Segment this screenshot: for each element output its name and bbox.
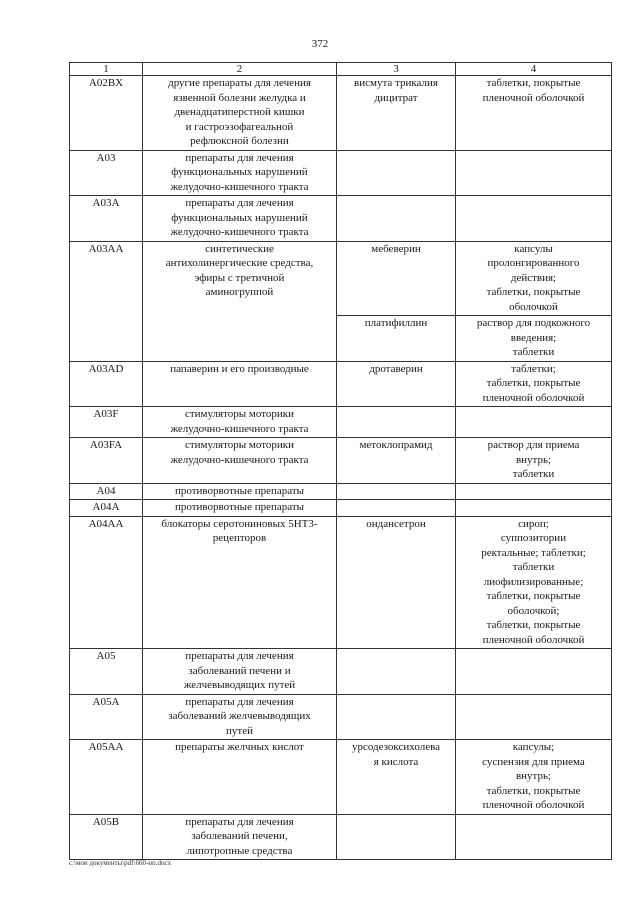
header-cell: 2 [143,63,337,76]
atc-code-cell: A05 [70,649,143,695]
table-row [70,814,612,860]
table-row [70,150,612,196]
dosage-form-cell [456,814,612,860]
atc-code-cell: A03AA [70,241,143,361]
dosage-form-cell [456,500,612,517]
dosage-form-cell: таблетки; таблетки, покрытые пленочной оболочкой [456,361,612,407]
document-file-path: c:\мои документы\pdf\660-нп.docx [69,859,172,867]
drug-name-cell [337,407,456,438]
dosage-form-cell: таблетки, покрытые пленочной оболочкой [456,76,612,151]
atc-code-cell: A03A [70,196,143,242]
atc-code-cell: A05B [70,814,143,860]
atc-code-cell: A05AA [70,740,143,815]
atc-code-cell: A03F [70,407,143,438]
table-row [70,407,612,438]
table-row [70,694,612,740]
group-name-cell: стимуляторы моторики желудочно-кишечного тракта [143,438,337,484]
atc-code-cell: A04A [70,500,143,517]
group-name-cell: синтетические антихолинергические средства, эфиры с третичной аминогруппой [143,241,337,361]
drug-name-cell: ондансетрон [337,516,456,649]
drug-name-cell: дротаверин [337,361,456,407]
table-row [70,500,612,517]
drug-name-cell [337,649,456,695]
atc-code-cell: A03 [70,150,143,196]
dosage-form-cell: капсулы; суспензия для приема внутрь; таблетки, покрытые пленочной оболочкой [456,740,612,815]
drug-name-cell [337,500,456,517]
atc-code-cell: A03FA [70,438,143,484]
header-cell: 4 [456,63,612,76]
table-row [70,483,612,500]
group-name-cell: препараты для лечения функциональных нарушений желудочно-кишечного тракта [143,150,337,196]
dosage-form-cell [456,196,612,242]
dosage-form-cell: сироп; суппозитории ректальные; таблетки; таблетки лиофилизированные; таблетки, покрытые оболочкой; таблетки, покрытые пленочной оболочкой [456,516,612,649]
dosage-form-cell: раствор для подкожного введения; таблетки [456,316,612,362]
table-row [70,740,612,815]
group-name-cell: блокаторы серотониновых 5НТ3- рецепторов [143,516,337,649]
drug-name-cell: висмута трикалия дицитрат [337,76,456,151]
group-name-cell: противорвотные препараты [143,483,337,500]
drug-name-cell [337,150,456,196]
drug-name-cell [337,196,456,242]
drug-name-cell: платифиллин [337,316,456,362]
header-cell: 1 [70,63,143,76]
dosage-form-cell: капсулы пролонгированного действия; таблетки, покрытые оболочкой [456,241,612,316]
drug-name-cell [337,814,456,860]
drug-name-cell: урсодезоксихолева я кислота [337,740,456,815]
dosage-form-cell [456,694,612,740]
page-number: 372 [311,38,329,50]
dosage-form-cell [456,407,612,438]
atc-code-cell: A04 [70,483,143,500]
group-name-cell: другие препараты для лечения язвенной болезни желудка и двенадцатиперстной кишки и гастроэзофагеальной рефлюксной болезни [143,76,337,151]
table-row [70,241,612,316]
drug-name-cell [337,694,456,740]
group-name-cell: препараты для лечения заболеваний печени и желчевыводящих путей [143,649,337,695]
table-row [70,516,612,649]
group-name-cell: противорвотные препараты [143,500,337,517]
table-row [70,649,612,695]
dosage-form-cell: раствор для приема внутрь; таблетки [456,438,612,484]
table-row [70,361,612,407]
atc-code-cell: A04AA [70,516,143,649]
group-name-cell: стимуляторы моторики желудочно-кишечного тракта [143,407,337,438]
atc-code-cell: A02BX [70,76,143,151]
drug-table [69,62,612,860]
header-cell: 3 [337,63,456,76]
dosage-form-cell [456,649,612,695]
drug-name-cell: метоклопрамид [337,438,456,484]
atc-code-cell: A03AD [70,361,143,407]
table-row [70,196,612,242]
group-name-cell: препараты для лечения заболеваний печени, липотропные средства [143,814,337,860]
group-name-cell: препараты желчных кислот [143,740,337,815]
table-row [70,76,612,151]
dosage-form-cell [456,150,612,196]
group-name-cell: препараты для лечения функциональных нарушений желудочно-кишечного тракта [143,196,337,242]
group-name-cell: папаверин и его производные [143,361,337,407]
group-name-cell: препараты для лечения заболеваний желчевыводящих путей [143,694,337,740]
table-row [70,438,612,484]
drug-name-cell: мебеверин [337,241,456,316]
drug-name-cell [337,483,456,500]
table-header-row [70,63,612,76]
dosage-form-cell [456,483,612,500]
atc-code-cell: A05A [70,694,143,740]
